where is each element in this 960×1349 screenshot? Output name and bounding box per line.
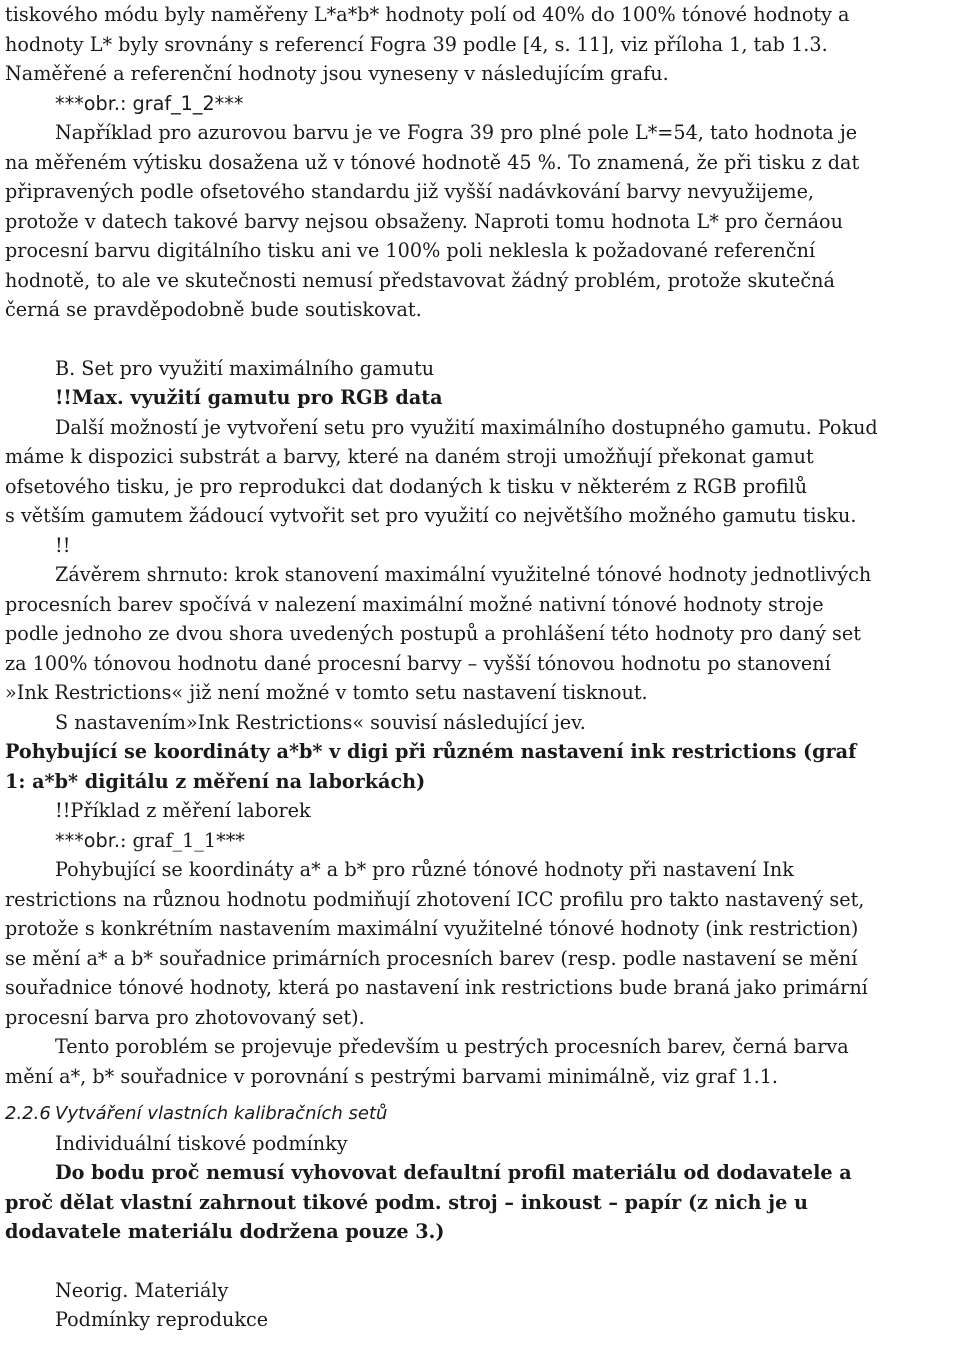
text-line: máme k dispozici substrát a barvy, které na daném stroji umožňují překonat gamut xyxy=(5,445,814,468)
paragraph-summary xyxy=(5,560,950,708)
text-line: ofsetového tisku, je pro reprodukci dat dodaných k tisku v některém z RGB profilů xyxy=(5,474,808,498)
text-line: mění a*, b* souřadnice v porovnání s pestrými barvami minimálně, viz graf 1.1. xyxy=(5,1064,779,1088)
paragraph-max-gamut xyxy=(5,413,950,531)
text-line: S nastavením»Ink Restrictions« souvisí následující jev. xyxy=(55,710,586,734)
example-note: !!Příklad z měření laborek xyxy=(55,799,311,822)
text-line: »Ink Restrictions« již není možné v tomto setu nastavení tisknout. xyxy=(5,681,648,704)
text-line: hodnotě, to ale ve skutečnosti nemusí představovat žádný problém, protože skutečná xyxy=(5,268,835,292)
figure-marker-prefix: ***obr. xyxy=(55,91,120,115)
text-line: protože v datech takové barvy nejsou obsaženy. Naproti tomu hodnota L* pro černáou xyxy=(5,209,843,233)
list-item: Podmínky reprodukce xyxy=(55,1308,269,1331)
text-line: na měřeném výtisku dosažena už v tónové hodnotě 45 %. To znamená, že při tisku z dat xyxy=(5,150,860,174)
text-line: podle jednoho ze dvou shora uvedených postupů a prohlášení této hodnoty pro daný set xyxy=(5,622,861,645)
text-line: souřadnice tónové hodnoty, která po nastavení ink restrictions bude braná jako primární xyxy=(5,976,868,999)
text-line: 1: a*b* digitálu z měření na laborkách) xyxy=(5,769,426,793)
text-line: Například pro azurovou barvu je ve Fogra 39 pro plné pole L*=54, tato hodnota je xyxy=(55,121,858,144)
paragraph-intro xyxy=(5,0,950,89)
text-line: Pohybující se koordináty a*b* v digi při různém nastavení ink restrictions (graf xyxy=(5,740,857,763)
text-line: Do bodu proč nemusí vyhovovat defaultní profil materiálu od dodavatele a xyxy=(55,1161,852,1184)
text-line: proč dělat vlastní zahrnout tikové podm. stroj – inkoust – papír (z nich je u xyxy=(5,1190,808,1214)
text-line: Naměřené a referenční hodnoty jsou vyneseny v následujícím grafu. xyxy=(5,62,669,85)
figure-placeholder-2 xyxy=(5,826,950,856)
section-number: 2.2.6 xyxy=(5,1103,51,1124)
text-line: procesních barev spočívá v nalezení maximální možné nativní tónové hodnoty stroje xyxy=(5,592,824,616)
text-line: Tento poroblém se projevuje především u pestrých procesních barev, černá barva xyxy=(55,1035,849,1058)
text-line: Další možností je vytvoření setu pro využití maximálního dostupného gamutu. Pokud xyxy=(55,415,878,439)
paragraph-problem xyxy=(5,1032,950,1091)
text-line: Závěrem shrnuto: krok stanovení maximální využitelné tónové hodnoty jednotlivých xyxy=(55,563,872,586)
spacer xyxy=(5,325,950,354)
section-title: Vytváření vlastních kalibračních setů xyxy=(55,1103,388,1124)
figure-marker-rest: : graf_1_1*** xyxy=(119,828,245,852)
text-line: protože s konkrétním nastavením maximální využitelné tónové hodnoty (ink restriction) xyxy=(5,917,859,940)
list-item: Neorig. Materiály xyxy=(55,1278,229,1302)
text-line: hodnoty L* byly srovnány s referencí Fogra 39 podle [4, s. 11], viz příloha 1, tab 1.3. xyxy=(5,32,828,56)
text-line: tiskového módu byly naměřeny L*a*b* hodnoty polí od 40% do 100% tónové hodnoty a xyxy=(5,3,850,26)
note-marker: !! xyxy=(55,533,71,557)
max-gamut-heading: !!Max. využití gamutu pro RGB data xyxy=(55,386,443,409)
subheading: Individuální tiskové podmínky xyxy=(55,1131,348,1155)
paragraph-ink-restrictions xyxy=(5,855,950,1032)
figure-placeholder-1 xyxy=(5,89,950,119)
figure-marker-rest: : graf_1_2*** xyxy=(119,91,244,115)
text-line: připravených podle ofsetového standardu již vyšší nadávkování barvy nevyužijeme, xyxy=(5,180,815,203)
text-line: dodavatele materiálu dodržena pouze 3.) xyxy=(5,1220,445,1243)
text-line: Pohybující se koordináty a* a b* pro různé tónové hodnoty při nastavení Ink xyxy=(55,858,794,881)
spacer xyxy=(5,1247,950,1276)
text-line: s větším gamutem žádoucí vytvořit set pro využití co největšího možného gamutu tisku. xyxy=(5,504,857,527)
text-line: černá se pravděpodobně bude soutiskovat. xyxy=(5,298,422,321)
figure-marker-prefix: ***obr. xyxy=(55,828,120,852)
bold-topic-heading xyxy=(5,737,950,796)
text-line: procesní barvu digitálního tisku ani ve 100% poli neklesla k požadované referenční xyxy=(5,239,816,262)
paragraph-cyan-example xyxy=(5,118,950,325)
bold-paragraph xyxy=(5,1158,950,1247)
item-list xyxy=(5,1276,950,1335)
text-line: procesní barva pro zhotovovaný set). xyxy=(5,1005,365,1029)
text-line: za 100% tónovou hodnotu dané procesní barvy – vyšší tónovou hodnotu po stanovení xyxy=(5,651,831,675)
text-line: se mění a* a b* souřadnice primárních procesních barev (resp. podle nastavení se mění xyxy=(5,946,858,970)
section-heading-2-2-6 xyxy=(5,1099,950,1129)
section-b-heading: B. Set pro využití maximálního gamutu xyxy=(55,356,435,380)
text-line: restrictions na různou hodnotu podmiňují zhotovení ICC profilu pro takto nastavený set, xyxy=(5,887,865,911)
